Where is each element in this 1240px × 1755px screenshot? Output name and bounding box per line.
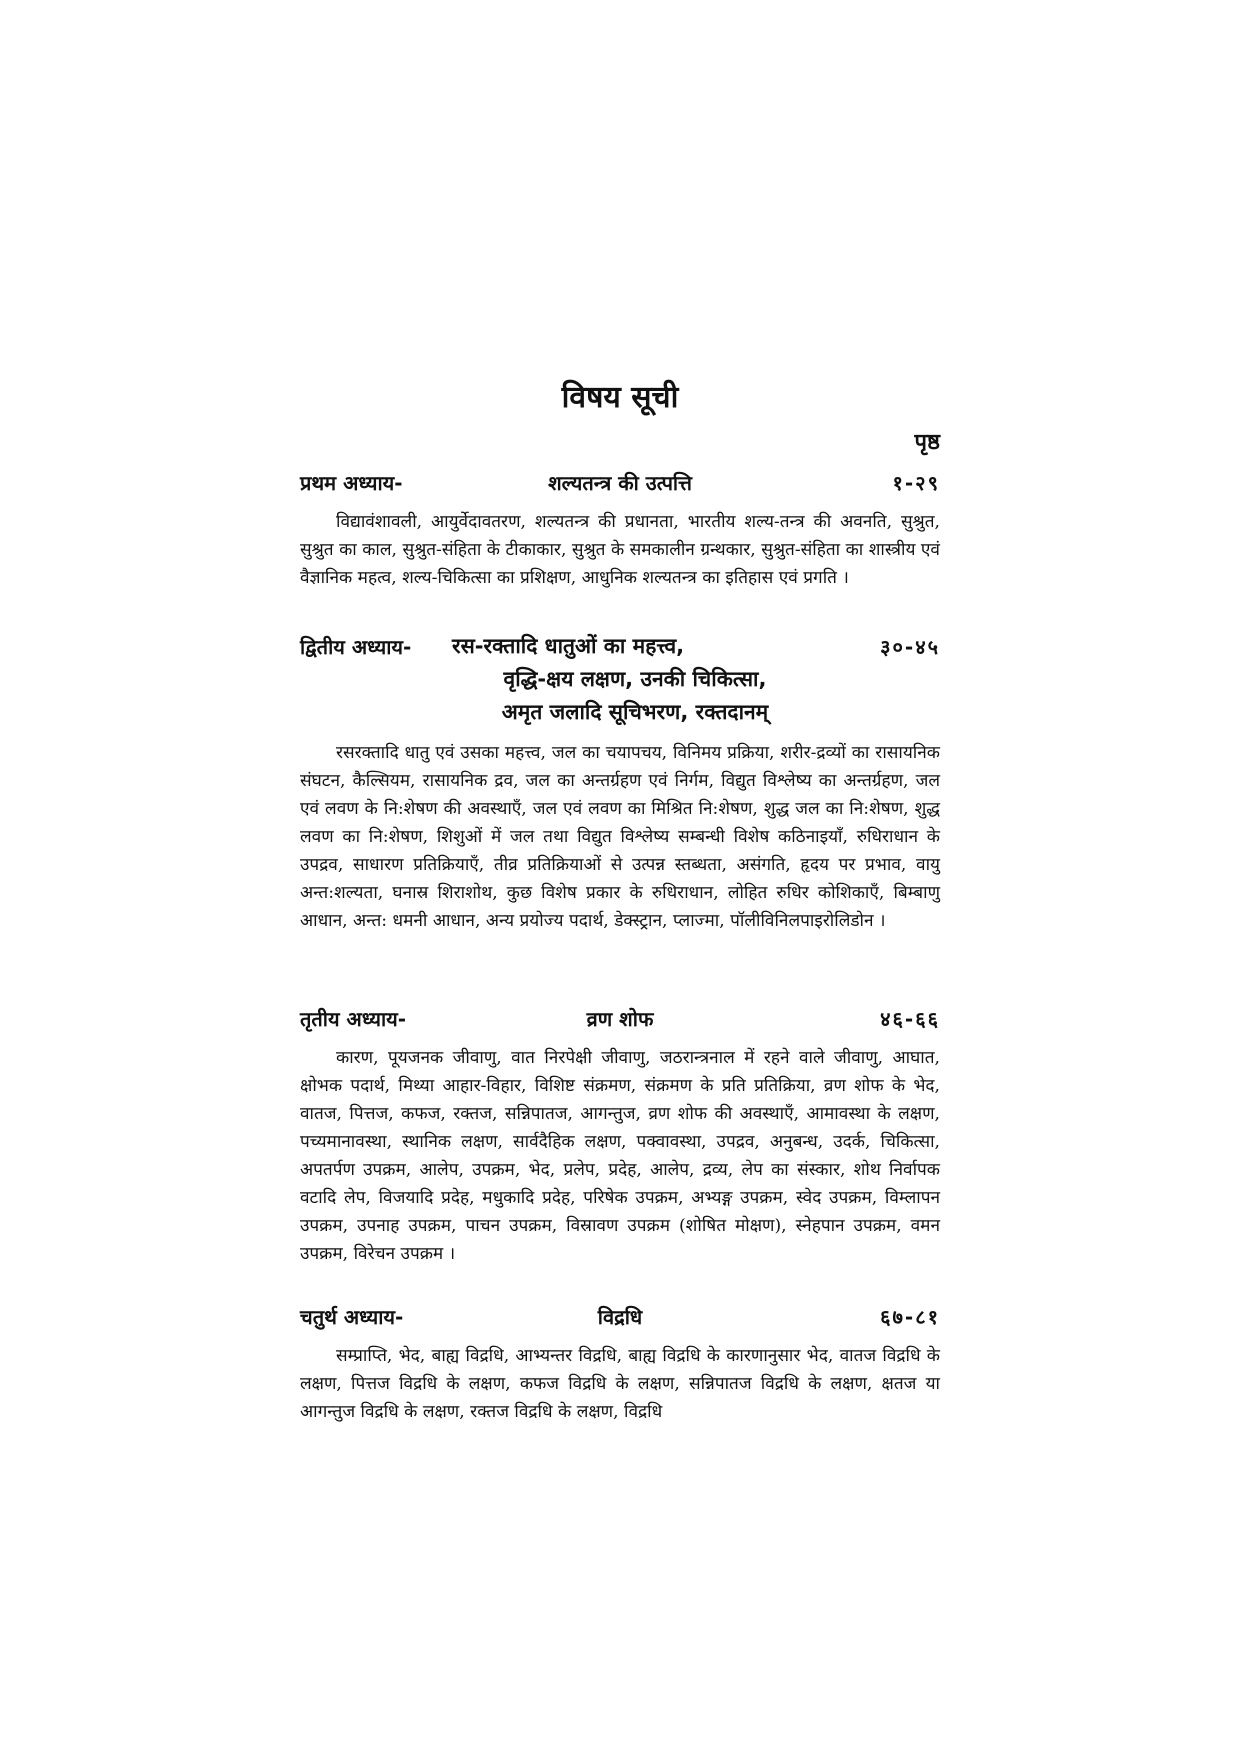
chapter-heading xyxy=(300,630,940,729)
chapter-title-line: अमृत जलादि सूचिभरण, रक्तदानम् xyxy=(501,700,769,724)
chapter-1 xyxy=(300,466,940,609)
chapter-contents: सम्प्राप्ति, भेद, बाह्य विद्रधि, आभ्यन्तर विद्रधि, बाह्य विद्रधि के कारणानुसार भेद, वातज विद्रधि के लक्षण, पित्तज विद्रधि के लक्षण, कफज विद्रधि के लक्षण, सन्निपातज विद्रधि के लक्षण, क्षतज या आगन्तुज विद्रधि के लक्षण, रक्तज विद्रधि के लक्षण, विद्रधि xyxy=(300,1346,940,1422)
chapter-title-line: व्रण शोफ xyxy=(586,1007,654,1031)
chapter-pages: ३०-४५ xyxy=(880,635,940,659)
chapter-contents: रसरक्तादि धातु एवं उसका महत्त्व, जल का चयापचय, विनिमय प्रक्रिया, शरीर-द्रव्यों का रासायनिक संघटन, कैल्सियम, रासायनिक द्रव, जल का अन्तर्ग्रहण एवं निर्गम, विद्युत विश्लेष्य का अन्तर्ग्रहण, जल एवं लवण के नि:शेषण की अवस्थाएँ, जल एवं लवण का मिश्रित नि:शेषण, शुद्ध जल का नि:शेषण, शुद्ध लवण का नि:शेषण, शिशुओं में जल तथा विद्युत विश्लेष्य सम्बन्धी विशेष कठिनाइयाँ, रुधिराधान के उपद्रव, साधारण प्रतिक्रियाएँ, तीव्र प्रतिक्रियाओं से उत्पन्न स्तब्धता, असंगति, हृदय पर प्रभाव, वायु अन्त:शल्यता, घनास्र शिराशोथ, कुछ विशेष प्रकार के रुधिराधान, लोहित रुधिर कोशिकाएँ, बिम्बाणु आधान, अन्त: धमनी आधान, अन्य प्रयोज्य पदार्थ, डेक्स्ट्रान, प्लाज्मा, पॉलीविनिलपाइरोलिडोन । xyxy=(300,743,940,931)
chapter-pages: ४६-६६ xyxy=(880,1007,940,1031)
chapter-label: तृतीय अध्याय- xyxy=(300,1007,407,1031)
chapter-label: चतुर्थ अध्याय- xyxy=(300,1305,404,1329)
chapter-title-line: रस-रक्तादि धातुओं का महत्त्व, xyxy=(452,634,685,658)
chapter-4 xyxy=(300,1300,940,1443)
document-page xyxy=(300,0,940,1755)
chapter-contents: कारण, पूयजनक जीवाणु, वात निरपेक्षी जीवाणु, जठरान्त्रनाल में रहने वाले जीवाणु, आघात, क्षोभक पदार्थ, मिथ्या आहार-विहार, विशिष्ट संक्रमण, संक्रमण के प्रति प्रतिक्रिया, व्रण शोफ के भेद, वातज, पित्तज, कफज, रक्तज, सन्निपातज, आगन्तुज, व्रण शोफ की अवस्थाएँ, आमावस्था के लक्षण, पच्यमानावस्था, स्थानिक लक्षण, सार्वदैहिक लक्षण, पक्वावस्था, उपद्रव, अनुबन्ध, उदर्क, चिकित्सा, अपतर्पण उपक्रम, आलेप, उपक्रम, भेद, प्रलेप, प्रदेह, आलेप, द्रव्य, लेप का संस्कार, शोथ निर्वापक वटादि लेप, विजयादि प्रदेह, मधुकादि प्रदेह, परिषेक उपक्रम, अभ्यङ्ग उपक्रम, स्वेद उपक्रम, विम्लापन उपक्रम, उपनाह उपक्रम, पाचन उपक्रम, विस्रावण उपक्रम (शोषित मोक्षण), स्नेहपान उपक्रम, वमन उपक्रम, विरेचन उपक्रम । xyxy=(300,1048,940,1264)
chapter-title-line: विद्रधि xyxy=(597,1305,643,1329)
chapter-contents: विद्यावंशावली, आयुर्वेदावतरण, शल्यतन्त्र की प्रधानता, भारतीय शल्य-तन्त्र की अवनति, सुश्रुत, सुश्रुत का काल, सुश्रुत-संहिता के टीकाकार, सुश्रुत के समकालीन ग्रन्थकार, सुश्रुत-संहिता का शास्त्रीय एवं वैज्ञानिक महत्व, शल्य-चिकित्सा का प्रशिक्षण, आधुनिक शल्यतन्त्र का इतिहास एवं प्रगति । xyxy=(300,512,940,588)
chapter-3 xyxy=(300,1002,940,1285)
chapter-label: प्रथम अध्याय- xyxy=(300,471,403,495)
chapter-heading xyxy=(300,1002,940,1036)
chapter-heading xyxy=(300,466,940,500)
chapter-label: द्वितीय अध्याय- xyxy=(300,635,412,659)
chapter-2 xyxy=(300,630,940,952)
chapter-title-line: वृद्धि-क्षय लक्षण, उनकी चिकित्सा, xyxy=(503,667,767,691)
chapter-title-line: शल्यतन्त्र की उत्पत्ति xyxy=(548,471,692,495)
chapter-pages: ६७-८१ xyxy=(880,1305,940,1329)
chapter-heading xyxy=(300,1300,940,1334)
chapter-pages: १-२९ xyxy=(892,471,940,495)
page-title: विषय सूची xyxy=(561,380,679,415)
page-column-label: पृष्ठ xyxy=(914,430,940,455)
